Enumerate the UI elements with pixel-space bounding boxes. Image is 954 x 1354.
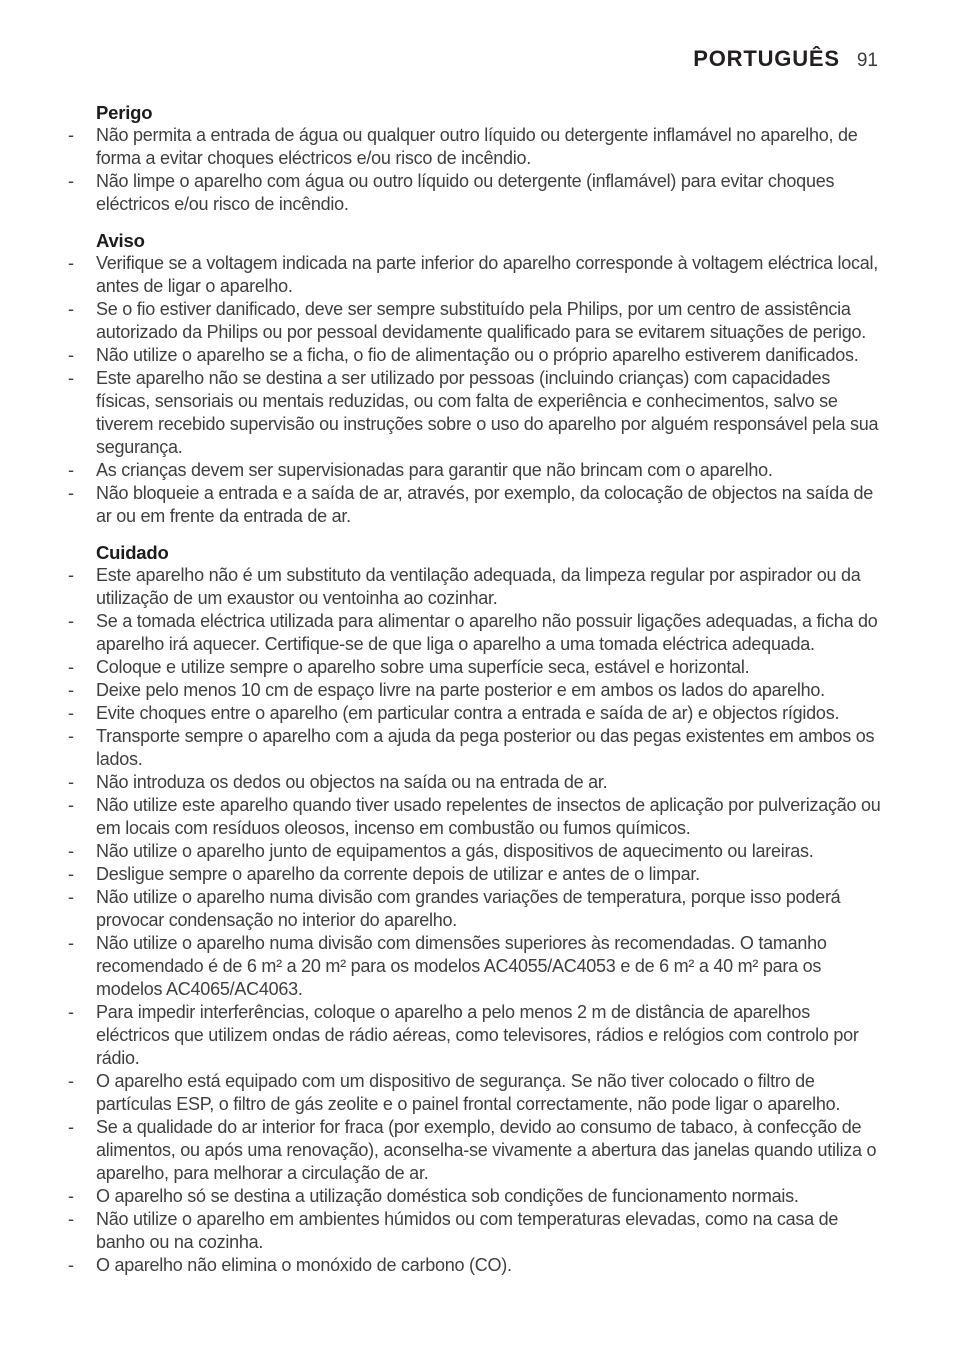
list-item <box>68 564 888 610</box>
dash-marker: - <box>68 299 74 319</box>
list-item <box>68 610 888 656</box>
item-text: Não utilize o aparelho em ambientes húmidos ou com temperaturas elevadas, como na casa de banho ou na cozinha. <box>96 1209 839 1252</box>
item-text: Não utilize o aparelho numa divisão com grandes variações de temperatura, porque isso poderá provocar condensação no interior do aparelho. <box>96 887 841 930</box>
bullet-list <box>68 564 888 1277</box>
item-text: Deixe pelo menos 10 cm de espaço livre na parte posterior e em ambos os lados do aparelho. <box>96 680 825 700</box>
dash-marker: - <box>68 1209 74 1229</box>
dash-marker: - <box>68 1186 74 1206</box>
dash-marker: - <box>68 772 74 792</box>
item-text: Não permita a entrada de água ou qualquer outro líquido ou detergente inflamável no aparelho, de forma a evitar choques eléctricos e/ou risco de incêndio. <box>96 125 858 168</box>
item-text: Não utilize o aparelho se a ficha, o fio de alimentação ou o próprio aparelho estiverem danificados. <box>96 345 859 365</box>
item-text: Verifique se a voltagem indicada na parte inferior do aparelho corresponde à voltagem eléctrica local, antes de ligar o aparelho. <box>96 253 878 296</box>
language-label: PORTUGUÊS <box>693 46 840 71</box>
list-item <box>68 840 888 863</box>
list-item <box>68 1208 888 1254</box>
item-text: Não utilize este aparelho quando tiver usado repelentes de insectos de aplicação por pulverização ou em locais com resíduos oleosos, incenso em combustão ou fumos químicos. <box>96 795 881 838</box>
dash-marker: - <box>68 171 74 191</box>
item-text: Não utilize o aparelho junto de equipamentos a gás, dispositivos de aquecimento ou lareiras. <box>96 841 814 861</box>
dash-marker: - <box>68 703 74 723</box>
item-text: Se a tomada eléctrica utilizada para alimentar o aparelho não possuir ligações adequadas, a ficha do aparelho irá aquecer. Certifique-se de que liga o aparelho a uma tomada eléctrica adequada. <box>96 611 878 654</box>
list-item <box>68 1116 888 1185</box>
item-text: Evite choques entre o aparelho (em particular contra a entrada e saída de ar) e objectos rígidos. <box>96 703 840 723</box>
item-text: Não utilize o aparelho numa divisão com dimensões superiores às recomendadas. O tamanho recomendado é de 6 m² a 20 m² para os modelos AC4055/AC4053 e de 6 m² a 40 m² para os modelos AC4065/AC4063. <box>96 933 827 999</box>
list-item <box>68 252 888 298</box>
dash-marker: - <box>68 1255 74 1275</box>
dash-marker: - <box>68 657 74 677</box>
list-item <box>68 771 888 794</box>
dash-marker: - <box>68 460 74 480</box>
list-item <box>68 344 888 367</box>
list-item <box>68 1070 888 1116</box>
list-item <box>68 932 888 1001</box>
list-item <box>68 1254 888 1277</box>
list-item <box>68 459 888 482</box>
item-text: Não limpe o aparelho com água ou outro líquido ou detergente (inflamável) para evitar choques eléctricos e/ou risco de incêndio. <box>96 171 835 214</box>
list-item <box>68 1001 888 1070</box>
bullet-list <box>68 252 888 528</box>
item-text: Se a qualidade do ar interior for fraca (por exemplo, devido ao consumo de tabaco, à confecção de alimentos, ou após uma renovação), aconselha-se vivamente a abertura das janelas quando utiliza o aparelho, para melhorar a circulação de ar. <box>96 1117 877 1183</box>
list-item <box>68 482 888 528</box>
list-item <box>68 886 888 932</box>
item-text: Transporte sempre o aparelho com a ajuda da pega posterior ou das pegas existentes em ambos os lados. <box>96 726 875 769</box>
list-item <box>68 794 888 840</box>
item-text: Coloque e utilize sempre o aparelho sobre uma superfície seca, estável e horizontal. <box>96 657 750 677</box>
dash-marker: - <box>68 565 74 585</box>
item-text: Desligue sempre o aparelho da corrente depois de utilizar e antes de o limpar. <box>96 864 700 884</box>
item-text: Para impedir interferências, coloque o aparelho a pelo menos 2 m de distância de aparelhos eléctricos que utilizem ondas de rádio aéreas, como televisores, rádios e relógios com controlo por rádio. <box>96 1002 859 1068</box>
section-heading: Aviso <box>96 230 145 251</box>
section-cuidado <box>68 541 888 1277</box>
dash-marker: - <box>68 841 74 861</box>
list-item <box>68 298 888 344</box>
list-item <box>68 702 888 725</box>
section-aviso <box>68 229 888 528</box>
item-text: Não bloqueie a entrada e a saída de ar, através, por exemplo, da colocação de objectos na saída de ar ou em frente da entrada de ar. <box>96 483 874 526</box>
list-item <box>68 679 888 702</box>
dash-marker: - <box>68 1071 74 1091</box>
section-heading: Perigo <box>96 102 153 123</box>
list-item <box>68 656 888 679</box>
item-text: Não introduza os dedos ou objectos na saída ou na entrada de ar. <box>96 772 608 792</box>
dash-marker: - <box>68 125 74 145</box>
list-item <box>68 725 888 771</box>
item-text: O aparelho não elimina o monóxido de carbono (CO). <box>96 1255 512 1275</box>
dash-marker: - <box>68 887 74 907</box>
list-item <box>68 367 888 459</box>
page-header <box>693 46 878 72</box>
bullet-list <box>68 124 888 216</box>
dash-marker: - <box>68 1002 74 1022</box>
list-item <box>68 863 888 886</box>
dash-marker: - <box>68 483 74 503</box>
item-text: Este aparelho não se destina a ser utilizado por pessoas (incluindo crianças) com capacidades físicas, sensoriais ou mentais reduzidas, ou com falta de experiência e conhecimentos, salvo se tiverem recebido supervisão ou instruções sobre o uso do aparelho por alguém responsável pela sua segurança. <box>96 368 879 457</box>
item-text: O aparelho está equipado com um dispositivo de segurança. Se não tiver colocado o filtro de partículas ESP, o filtro de gás zeolite e o painel frontal correctamente, não pode ligar o aparelho. <box>96 1071 841 1114</box>
dash-marker: - <box>68 345 74 365</box>
dash-marker: - <box>68 611 74 631</box>
dash-marker: - <box>68 368 74 388</box>
section-perigo <box>68 101 888 216</box>
list-item <box>68 170 888 216</box>
list-item <box>68 1185 888 1208</box>
dash-marker: - <box>68 795 74 815</box>
dash-marker: - <box>68 933 74 953</box>
page-number: 91 <box>856 50 878 71</box>
content <box>68 101 888 1277</box>
item-text: Se o fio estiver danificado, deve ser sempre substituído pela Philips, por um centro de assistência autorizado da Philips ou por pessoal devidamente qualificado para se evitarem situações de perigo. <box>96 299 866 342</box>
dash-marker: - <box>68 864 74 884</box>
dash-marker: - <box>68 680 74 700</box>
dash-marker: - <box>68 726 74 746</box>
list-item <box>68 124 888 170</box>
dash-marker: - <box>68 1117 74 1137</box>
item-text: Este aparelho não é um substituto da ventilação adequada, da limpeza regular por aspirador ou da utilização de um exaustor ou ventoinha ao cozinhar. <box>96 565 861 608</box>
section-heading: Cuidado <box>96 542 169 563</box>
item-text: As crianças devem ser supervisionadas para garantir que não brincam com o aparelho. <box>96 460 773 480</box>
dash-marker: - <box>68 253 74 273</box>
item-text: O aparelho só se destina a utilização doméstica sob condições de funcionamento normais. <box>96 1186 799 1206</box>
